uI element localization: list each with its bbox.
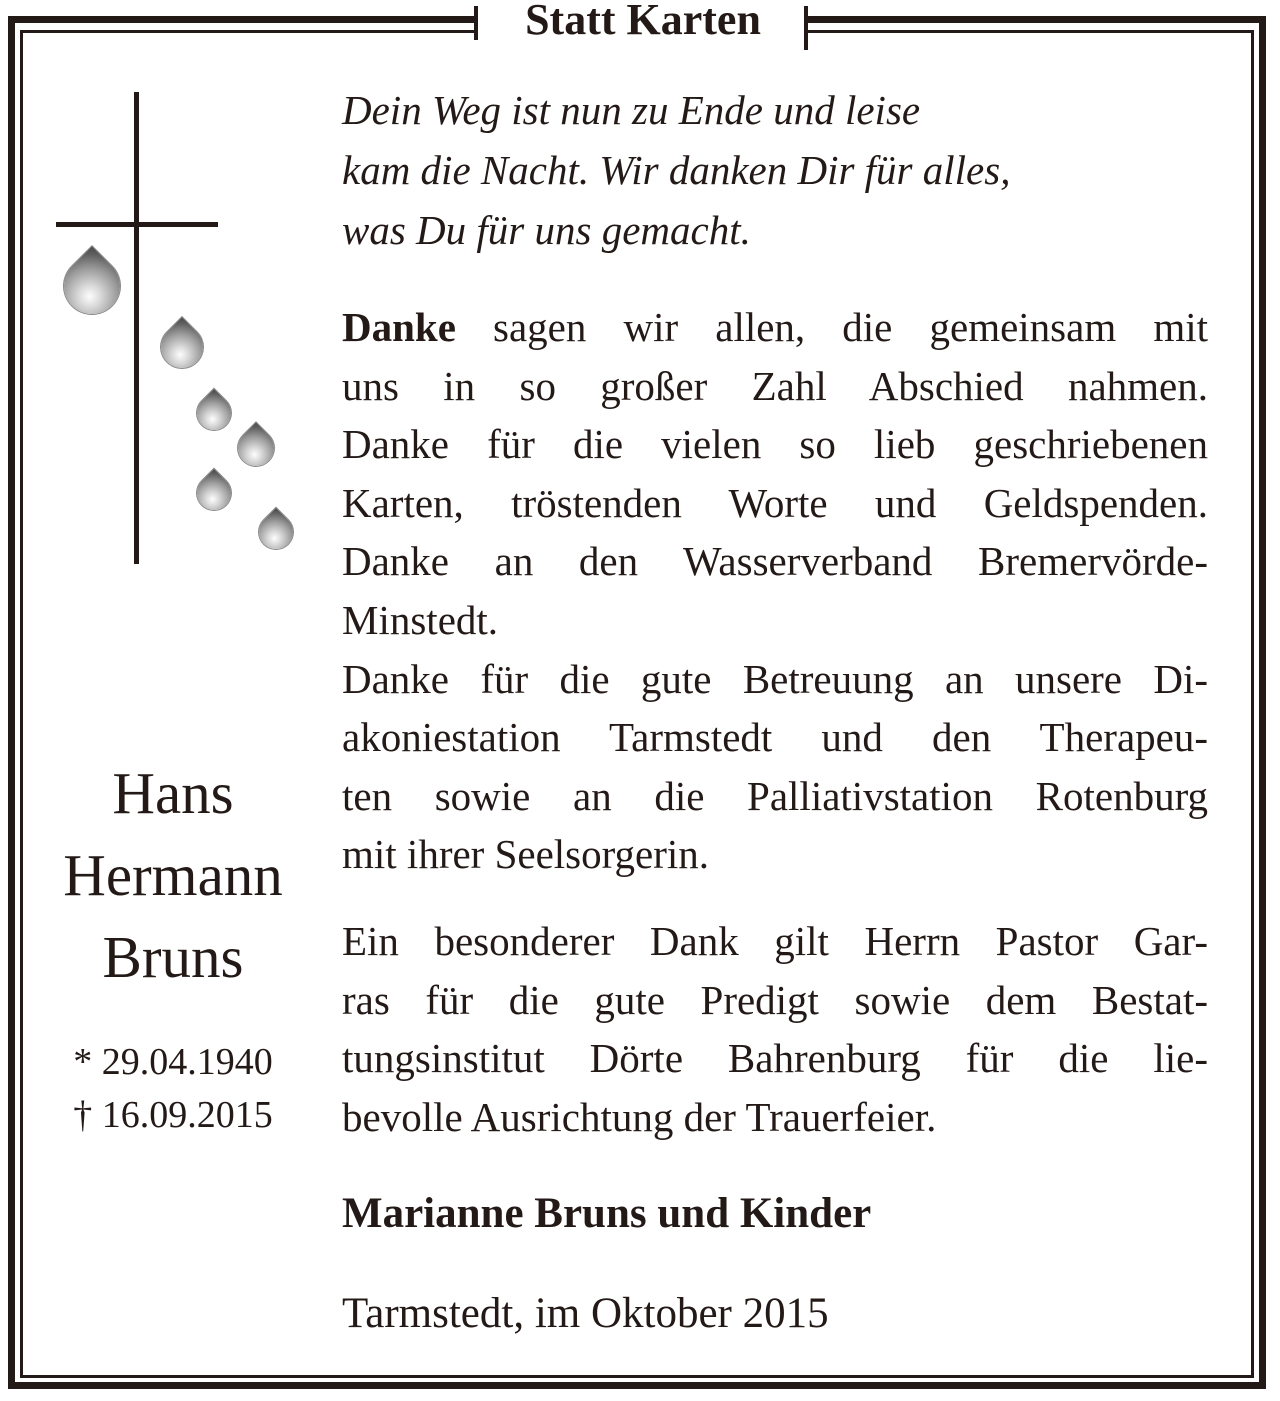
text-line: [342, 298, 1208, 357]
thanks-paragraph-2: [342, 650, 1208, 884]
cross-horizontal-bar: [56, 222, 218, 227]
life-dates: [30, 1036, 316, 1142]
text-line: Minstedt.: [342, 596, 499, 643]
cross-vertical-bar: [134, 92, 139, 564]
deceased-block: [30, 752, 316, 1142]
death-date: † 16.09.2015: [73, 1094, 273, 1136]
poem: [342, 80, 1208, 260]
deceased-first-name: Hans: [112, 760, 234, 826]
poem-line: was Du für uns gemacht.: [342, 207, 751, 253]
text-line: akoniestation Tarmstedt und den Therapeu-: [342, 714, 1208, 761]
text-line-rest: sagen wir allen, die gemeinsam mit: [455, 304, 1208, 350]
lead-word: Danke: [342, 304, 456, 350]
deceased-middle-name: Hermann: [63, 842, 283, 908]
text-line: ras für die gute Predigt sowie dem Bestat-: [342, 976, 1208, 1023]
poem-line: Dein Weg ist nun zu Ende und leise: [342, 87, 921, 133]
thanks-paragraph-1: [342, 298, 1208, 650]
text-line: tungsinstitut Dörte Bahrenburg für die lie-: [342, 1035, 1208, 1082]
text-line: Danke für die vielen so lieb geschriebenen: [342, 421, 1208, 468]
place-date: Tarmstedt, im Oktober 2015: [342, 1290, 829, 1338]
birth-date: * 29.04.1940: [73, 1041, 273, 1083]
main-text: [342, 80, 1208, 1344]
header-title: Statt Karten: [525, 0, 761, 44]
thanks-paragraph-3: [342, 912, 1208, 1146]
text-line: Ein besonderer Dank gilt Herrn Pastor Gar-: [342, 917, 1208, 964]
signature: Marianne Bruns und Kinder: [342, 1190, 872, 1238]
text-line: bevolle Ausrichtung der Trauerfeier.: [342, 1093, 937, 1140]
text-line: Danke an den Wasserverband Bremervörde-: [342, 538, 1208, 585]
deceased-last-name: Bruns: [102, 924, 244, 990]
text-line: Danke für die gute Betreuung an unsere Di-: [342, 655, 1208, 702]
text-line: Karten, tröstenden Worte und Geldspenden.: [342, 479, 1208, 526]
text-line: uns in so großer Zahl Abschied nahmen.: [342, 362, 1208, 409]
text-line: ten sowie an die Palliativstation Rotenburg: [342, 772, 1208, 819]
text-line: mit ihrer Seelsorgerin.: [342, 831, 710, 878]
poem-line: kam die Nacht. Wir danken Dir für alles,: [342, 147, 1011, 193]
